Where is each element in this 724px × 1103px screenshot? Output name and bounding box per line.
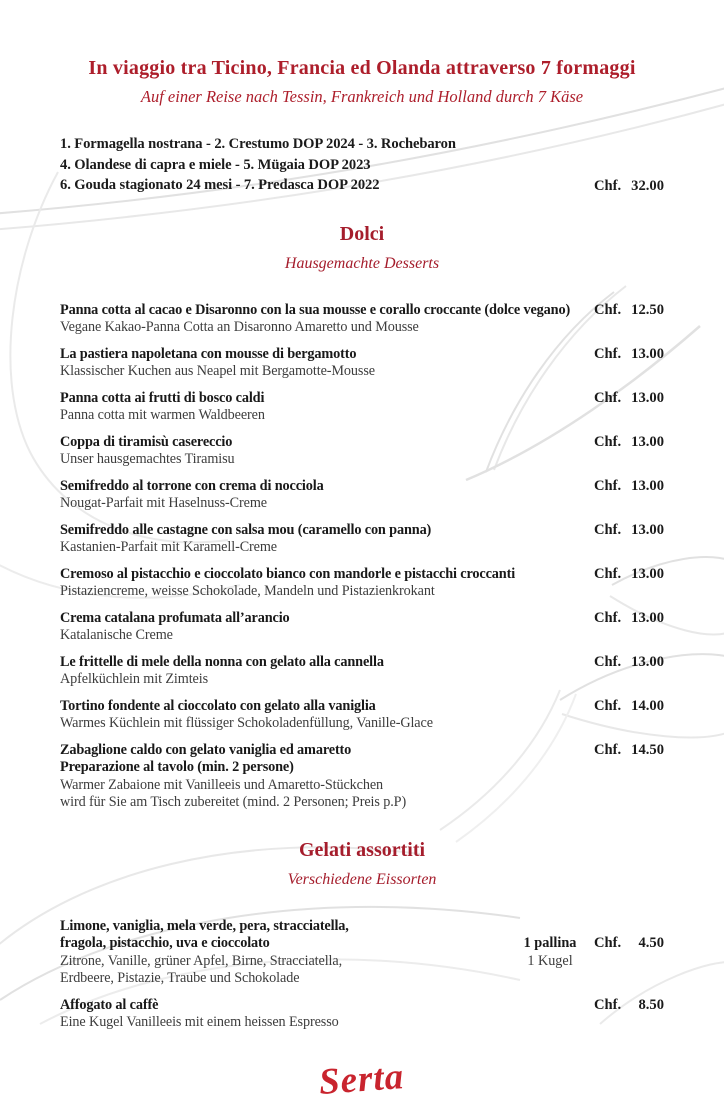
item-name-line: Panna cotta ai frutti di bosco caldi (60, 389, 265, 406)
currency-label: Chf. (594, 697, 622, 714)
menu-item (60, 302, 664, 337)
menu-item-text (60, 390, 594, 425)
item-price (594, 390, 664, 408)
currency-label: Chf. (594, 653, 622, 670)
item-price (594, 566, 664, 584)
item-name-line: Le frittelle di mele della nonna con gelato alla cannella (60, 653, 384, 670)
menu-item (60, 434, 664, 469)
item-description-line: Klassischer Kuchen aus Neapel mit Bergamotte-Mousse (60, 363, 375, 379)
item-price (594, 698, 664, 716)
menu-item (60, 654, 664, 689)
item-price (594, 610, 664, 628)
currency-label: Chf. (594, 301, 622, 318)
price-value: 32.00 (631, 178, 664, 194)
menu-item (60, 698, 664, 733)
section-subtitle-gelati: Verschiedene Eissorten (287, 870, 437, 888)
price-value: 13.00 (631, 345, 664, 362)
price-value: 13.00 (631, 565, 664, 582)
item-price (594, 997, 664, 1015)
item-name-line: Crema catalana profumata all’arancio (60, 609, 290, 626)
menu-item-text (60, 654, 594, 689)
menu-item (60, 522, 664, 557)
price-value: 13.00 (631, 609, 664, 626)
menu-item-text (60, 698, 594, 733)
menu-item-text (60, 610, 594, 645)
item-name-line: Preparazione al tavolo (min. 2 persone) (60, 759, 294, 775)
section-title-dolci: Dolci (339, 222, 385, 245)
price-value: 13.00 (631, 653, 664, 670)
currency-label: Chf. (594, 389, 622, 406)
item-description-line: Nougat-Parfait mit Haselnuss-Creme (60, 495, 267, 511)
item-price (594, 478, 664, 496)
item-price (594, 654, 664, 672)
item-price (594, 302, 664, 320)
item-description-line: Eine Kugel Vanilleeis mit einem heissen Espresso (60, 1014, 339, 1030)
currency-label: Chf. (594, 178, 622, 194)
section-title-gelati: Gelati assortiti (298, 838, 426, 861)
item-description-line: Apfelküchlein mit Zimteis (60, 671, 209, 687)
price-value: 13.00 (631, 521, 664, 538)
item-description-line: Katalanische Creme (60, 627, 173, 643)
currency-label: Chf. (594, 521, 622, 538)
cheese-line-3: 6. Gouda stagionato 24 mesi - 7. Predasca DOP 2022 (60, 177, 380, 193)
currency-label: Chf. (594, 477, 622, 494)
menu-item (60, 610, 664, 645)
item-name-line: Tortino fondente al cioccolato con gelato alla vaniglia (60, 697, 376, 714)
menu-item (60, 566, 664, 601)
page-title: In viaggio tra Ticino, Francia ed Olanda attraverso 7 formaggi (88, 57, 636, 79)
menu-item-text (60, 918, 506, 988)
item-name-line: Coppa di tiramisù casereccio (60, 433, 233, 450)
item-name-line: fragola, pistacchio, uva e cioccolato (60, 935, 270, 951)
item-name-line: Zabaglione caldo con gelato vaniglia ed amaretto (60, 741, 352, 758)
menu-item-text (60, 997, 594, 1032)
item-name-line: Panna cotta al cacao e Disaronno con la sua mousse e corallo croccante (dolce vegano) (60, 301, 571, 318)
price-value: 8.50 (638, 996, 664, 1013)
item-name-line: Semifreddo al torrone con crema di nocciola (60, 477, 324, 494)
portion-size: 1 pallina (523, 935, 577, 951)
menu-item-text (60, 434, 594, 469)
menu-item (60, 918, 664, 988)
currency-label: Chf. (594, 609, 622, 626)
menu-item-text (60, 302, 594, 337)
portion-column (506, 935, 594, 970)
menu-item (60, 742, 664, 812)
menu-item-text (60, 566, 594, 601)
price-value: 14.00 (631, 697, 664, 714)
item-price (594, 742, 664, 760)
item-description-line: Pistaziencreme, weisse Schokolade, Mandeln und Pistazienkrokant (60, 583, 435, 599)
currency-label: Chf. (594, 345, 622, 362)
restaurant-logo: Serta (318, 1055, 406, 1103)
item-price (594, 346, 664, 364)
menu-item-text (60, 478, 594, 513)
price-value: 14.50 (631, 741, 664, 758)
item-price (594, 434, 664, 452)
item-price (594, 935, 664, 953)
item-description-line: Warmes Küchlein mit flüssiger Schokoladenfüllung, Vanille-Glace (60, 715, 433, 731)
menu-item-text (60, 742, 594, 812)
menu-item (60, 478, 664, 513)
currency-label: Chf. (594, 935, 622, 951)
currency-label: Chf. (594, 741, 622, 758)
item-description-line: Zitrone, Vanille, grüner Apfel, Birne, Stracciatella, (60, 952, 343, 969)
cheese-line-1: 1. Formagella nostrana - 2. Crestumo DOP 2024 - 3. Rochebaron (60, 136, 456, 152)
logo-container (60, 1055, 664, 1103)
menu-item (60, 997, 664, 1032)
page-subtitle: Auf einer Reise nach Tessin, Frankreich und Holland durch 7 Käse (140, 87, 584, 106)
cheese-price (594, 178, 664, 196)
item-name-line: Affogato al caffè (60, 996, 159, 1013)
item-description-line: Kastanien-Parfait mit Karamell-Creme (60, 539, 278, 555)
menu-item (60, 346, 664, 381)
currency-label: Chf. (594, 996, 622, 1013)
cheese-line-2: 4. Olandese di capra e miele - 5. Mügaia DOP 2023 (60, 156, 371, 173)
currency-label: Chf. (594, 565, 622, 582)
menu-item-text (60, 346, 594, 381)
item-description-line: wird für Sie am Tisch zubereitet (mind. 2 Personen; Preis p.P) (60, 794, 407, 810)
item-price (594, 522, 664, 540)
item-description-line: Erdbeere, Pistazie, Traube und Schokolade (60, 970, 300, 986)
price-value: 13.00 (631, 433, 664, 450)
price-value: 4.50 (638, 935, 664, 951)
menu-item (60, 390, 664, 425)
item-name-line: La pastiera napoletana con mousse di bergamotto (60, 345, 357, 362)
item-name-line: Semifreddo alle castagne con salsa mou (caramello con panna) (60, 521, 432, 538)
menu-item-text (60, 522, 594, 557)
item-name-line: Limone, vaniglia, mela verde, pera, stracciatella, (60, 917, 349, 934)
currency-label: Chf. (594, 433, 622, 450)
section-subtitle-dolci: Hausgemachte Desserts (284, 254, 440, 272)
cheese-line-3-row (60, 175, 664, 196)
price-value: 12.50 (631, 301, 664, 318)
item-description-line: Unser hausgemachtes Tiramisu (60, 451, 235, 467)
item-name-line: Cremoso al pistacchio e cioccolato bianco con mandorle e pistacchi croccanti (60, 565, 516, 582)
item-description-line: Warmer Zabaione mit Vanilleeis und Amaretto-Stückchen (60, 776, 384, 793)
portion-size-translation: 1 Kugel (527, 952, 573, 969)
item-description-line: Vegane Kakao-Panna Cotta an Disaronno Amaretto und Mousse (60, 319, 419, 335)
items-dolci (60, 302, 664, 812)
item-description-line: Panna cotta mit warmen Waldbeeren (60, 407, 265, 423)
cheese-selection (60, 134, 664, 196)
items-gelati (60, 918, 664, 1032)
price-value: 13.00 (631, 477, 664, 494)
price-value: 13.00 (631, 389, 664, 406)
